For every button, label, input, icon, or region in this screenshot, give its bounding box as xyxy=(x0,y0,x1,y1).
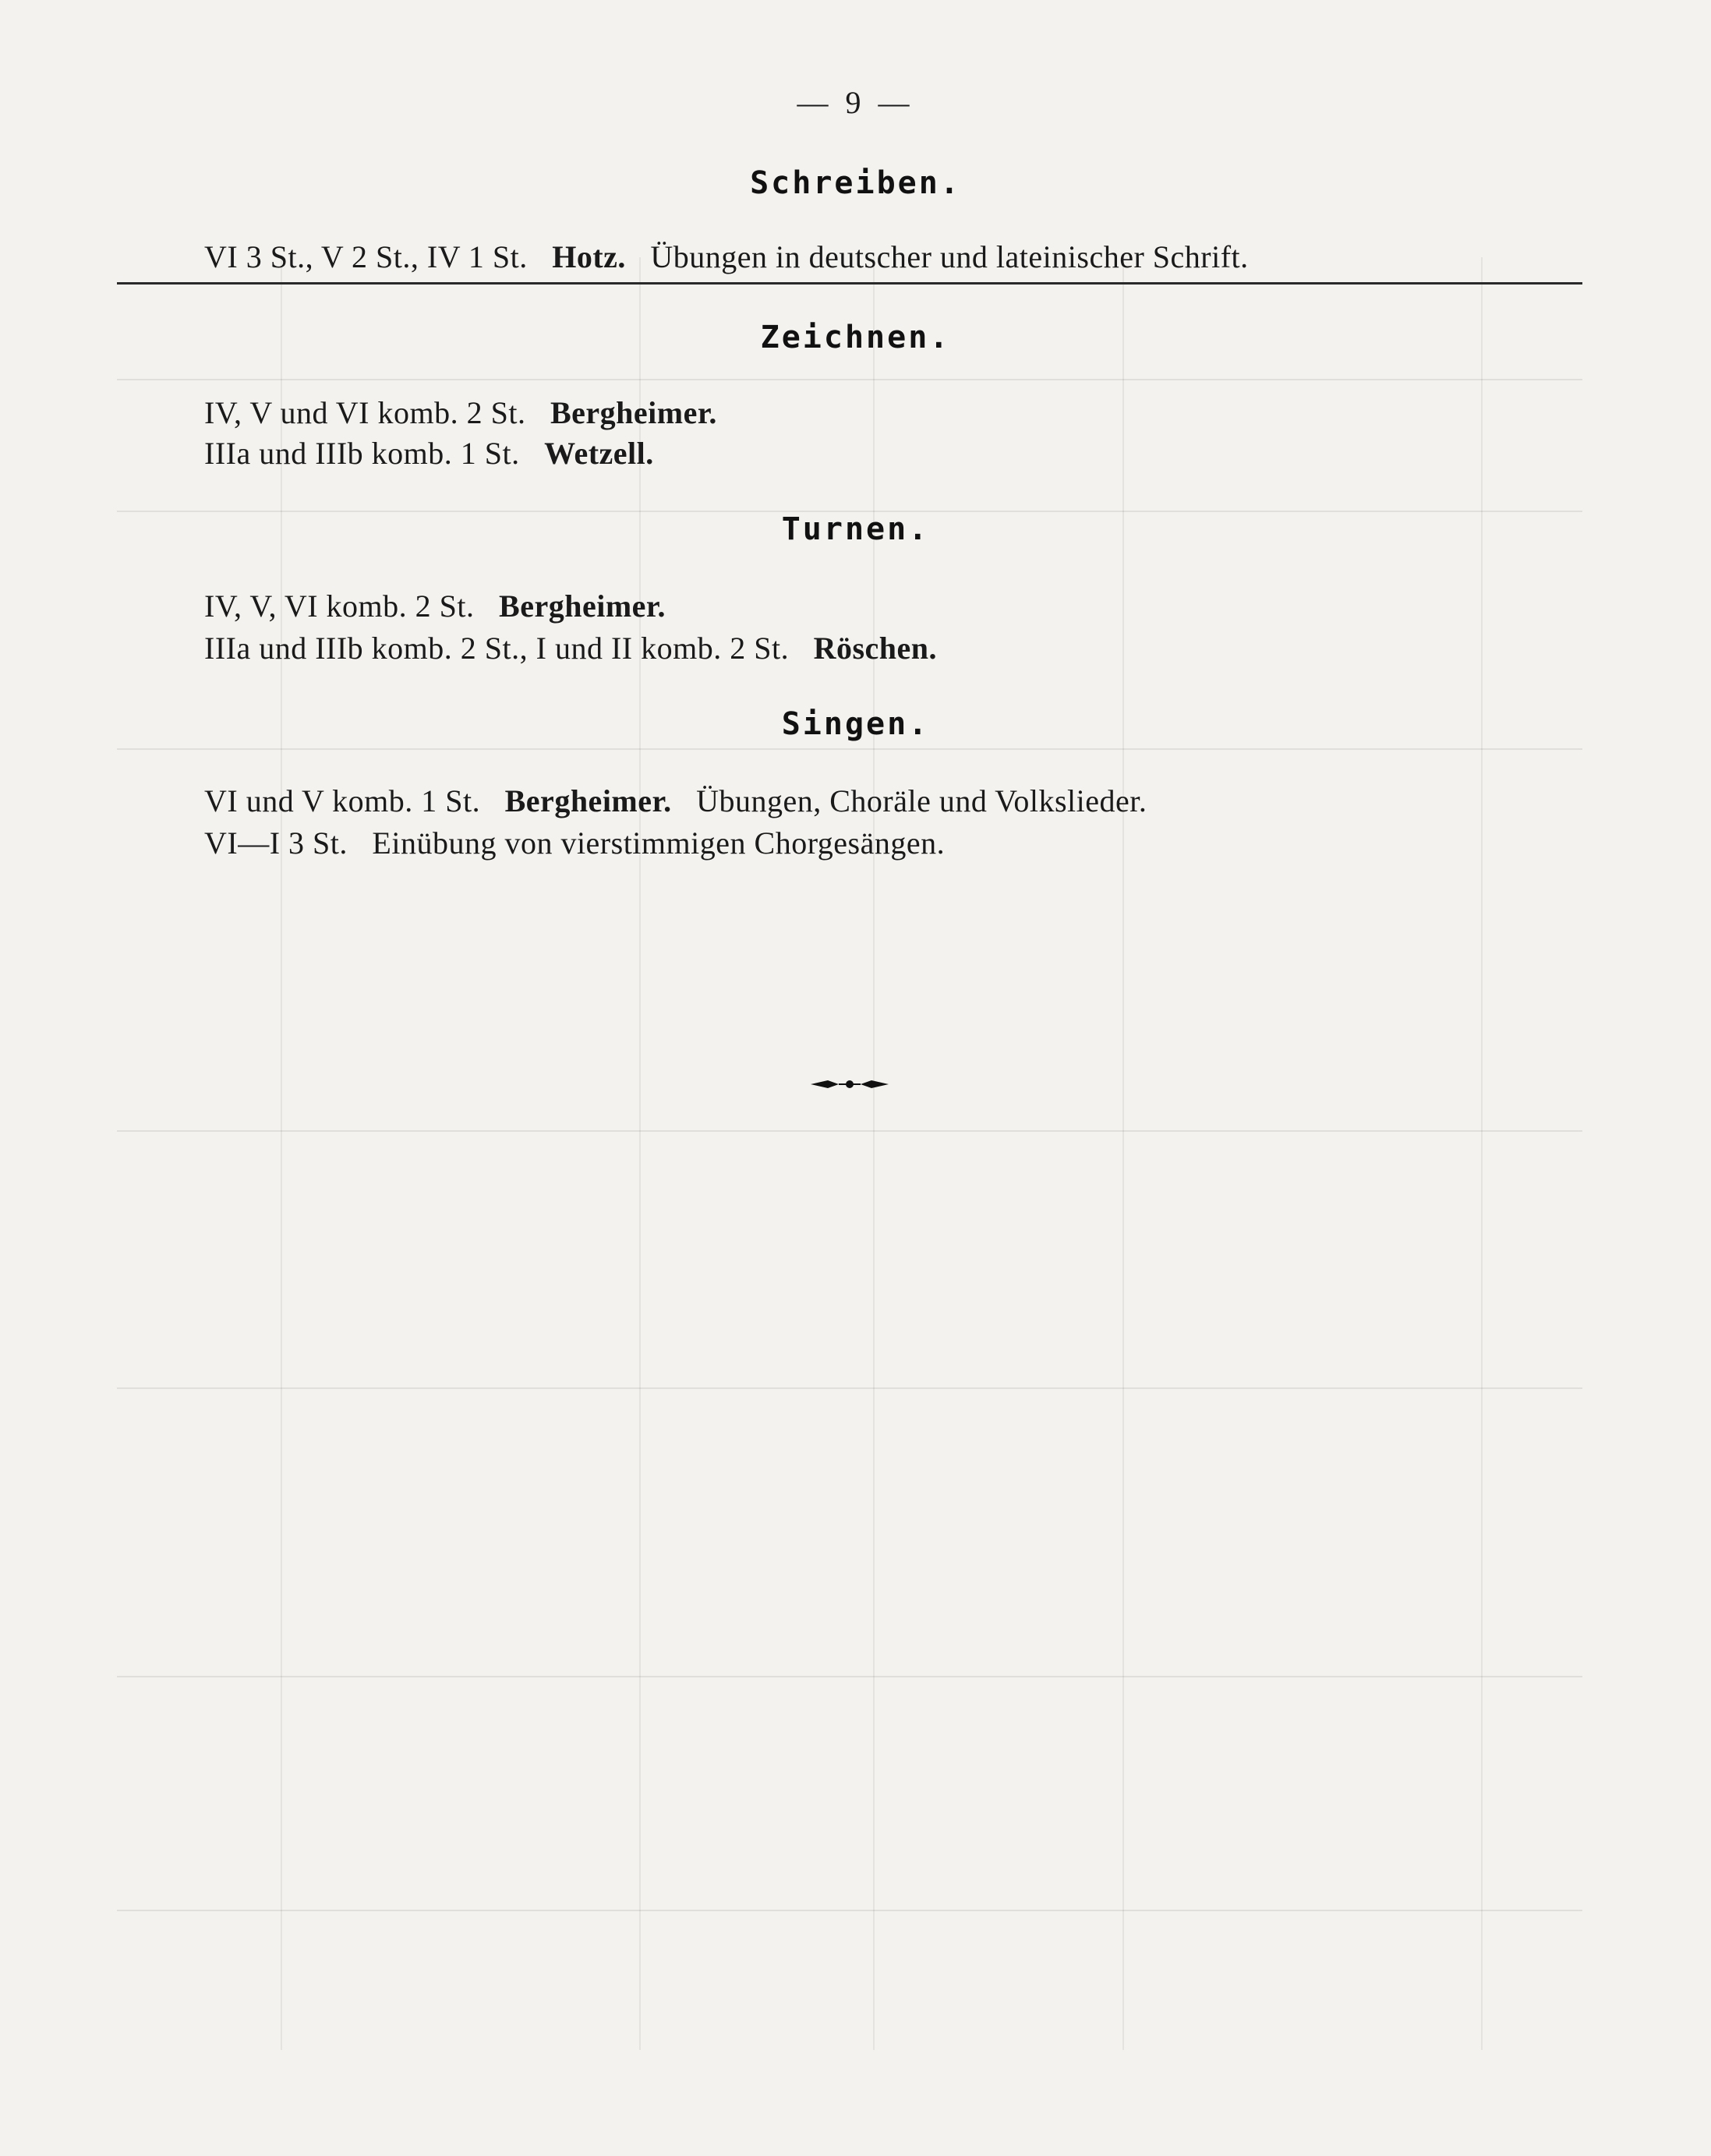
teacher-name: Bergheimer. xyxy=(504,783,672,818)
section-heading-singen: Singen. xyxy=(781,706,930,742)
page-number: — 9 — xyxy=(797,85,914,120)
schedule-text: VI und V komb. 1 St. xyxy=(204,783,481,818)
horizontal-rule xyxy=(117,282,1582,285)
singen-line-2 xyxy=(204,825,945,861)
teacher-name: Bergheimer. xyxy=(499,588,666,624)
schedule-text: IV, V, VI komb. 2 St. xyxy=(204,588,475,624)
teacher-name: Röschen. xyxy=(813,631,938,666)
section-heading-schreiben: Schreiben. xyxy=(750,165,961,201)
schreiben-line xyxy=(204,239,1249,275)
ornament-divider-icon xyxy=(811,1073,904,1096)
schedule-text: VI 3 St., V 2 St., IV 1 St. xyxy=(204,239,528,274)
teacher-name: Hotz. xyxy=(552,239,626,274)
zeichnen-line-1 xyxy=(204,394,717,431)
schedule-text: IV, V und VI komb. 2 St. xyxy=(204,395,526,430)
schedule-text: IIIa und IIIb komb. 2 St., I und II komb. 2 St. xyxy=(204,631,790,666)
section-heading-turnen: Turnen. xyxy=(781,511,930,547)
teacher-name: Bergheimer. xyxy=(550,395,717,430)
singen-line-1 xyxy=(204,783,1147,819)
description-text: Übungen, Choräle und Volkslieder. xyxy=(696,783,1147,818)
teacher-name: Wetzell. xyxy=(544,436,654,471)
schedule-text: IIIa und IIIb komb. 1 St. xyxy=(204,436,520,471)
turnen-line-1 xyxy=(204,588,666,624)
section-heading-zeichnen: Zeichnen. xyxy=(760,320,951,355)
turnen-line-2 xyxy=(204,630,937,666)
zeichnen-line-2 xyxy=(204,435,654,472)
schedule-text: VI—I 3 St. xyxy=(204,825,348,861)
description-text: Einübung von vierstimmigen Chorgesängen. xyxy=(372,825,946,861)
description-text: Übungen in deutscher und lateinischer Schrift. xyxy=(650,239,1249,274)
